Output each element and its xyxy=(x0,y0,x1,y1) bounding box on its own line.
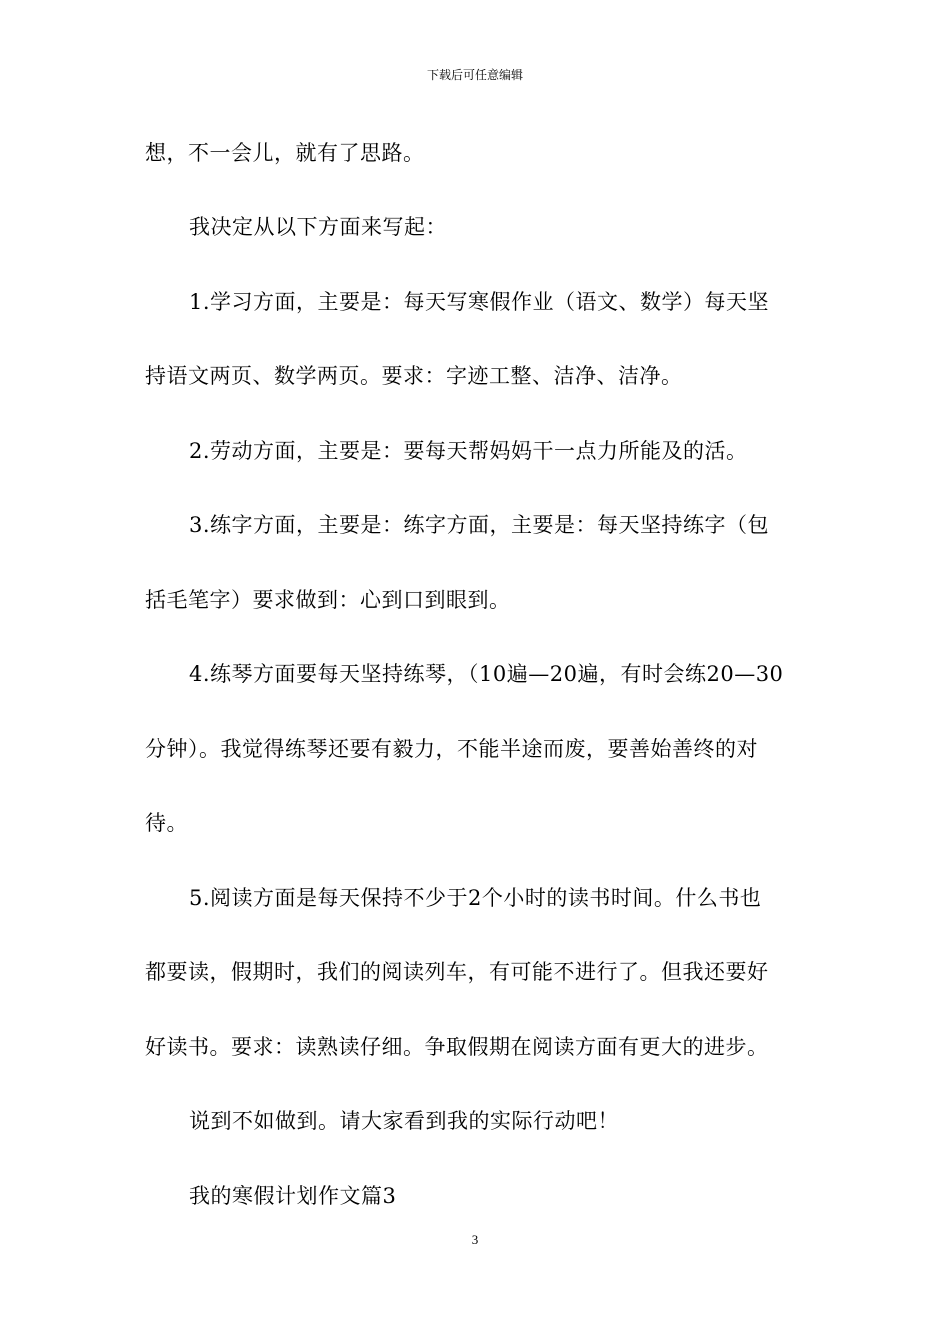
paragraph-line: 括毛笔字）要求做到：心到口到眼到。 xyxy=(145,588,511,612)
paragraph-line: 待。 xyxy=(145,811,188,835)
page-number: 3 xyxy=(471,1232,479,1247)
page-header: 下载后可任意编辑 xyxy=(426,68,523,82)
paragraph-line: 我决定从以下方面来写起： xyxy=(189,215,447,239)
paragraph-line: 4.练琴方面要每天坚持练琴，（10遍—20遍，有时会练20—30 xyxy=(189,662,784,686)
paragraph-line: 分钟）。我觉得练琴还要有毅力，不能半途而废，要善始善终的对 xyxy=(145,737,758,761)
paragraph-line: 1.学习方面，主要是：每天写寒假作业（语文、数学）每天坚 xyxy=(189,290,770,314)
paragraph-line: 3.练字方面，主要是：练字方面，主要是：每天坚持练字（包 xyxy=(189,513,770,537)
paragraph-line: 5.阅读方面是每天保持不少于2个小时的读书时间。什么书也 xyxy=(189,886,762,910)
paragraph-line: 持语文两页、数学两页。要求：字迹工整、洁净、洁净。 xyxy=(145,364,683,388)
paragraph-line: 想，不一会儿，就有了思路。 xyxy=(145,141,425,165)
paragraph-line: 2.劳动方面，主要是：要每天帮妈妈干一点力所能及的活。 xyxy=(189,439,748,463)
paragraph-line: 都要读，假期时，我们的阅读列车，有可能不进行了。但我还要好 xyxy=(145,960,769,984)
paragraph-line: 说到不如做到。请大家看到我的实际行动吧！ xyxy=(189,1109,619,1133)
section-heading: 我的寒假计划作文篇3 xyxy=(189,1184,397,1208)
paragraph-line: 好读书。要求：读熟读仔细。争取假期在阅读方面有更大的进步。 xyxy=(145,1035,769,1059)
